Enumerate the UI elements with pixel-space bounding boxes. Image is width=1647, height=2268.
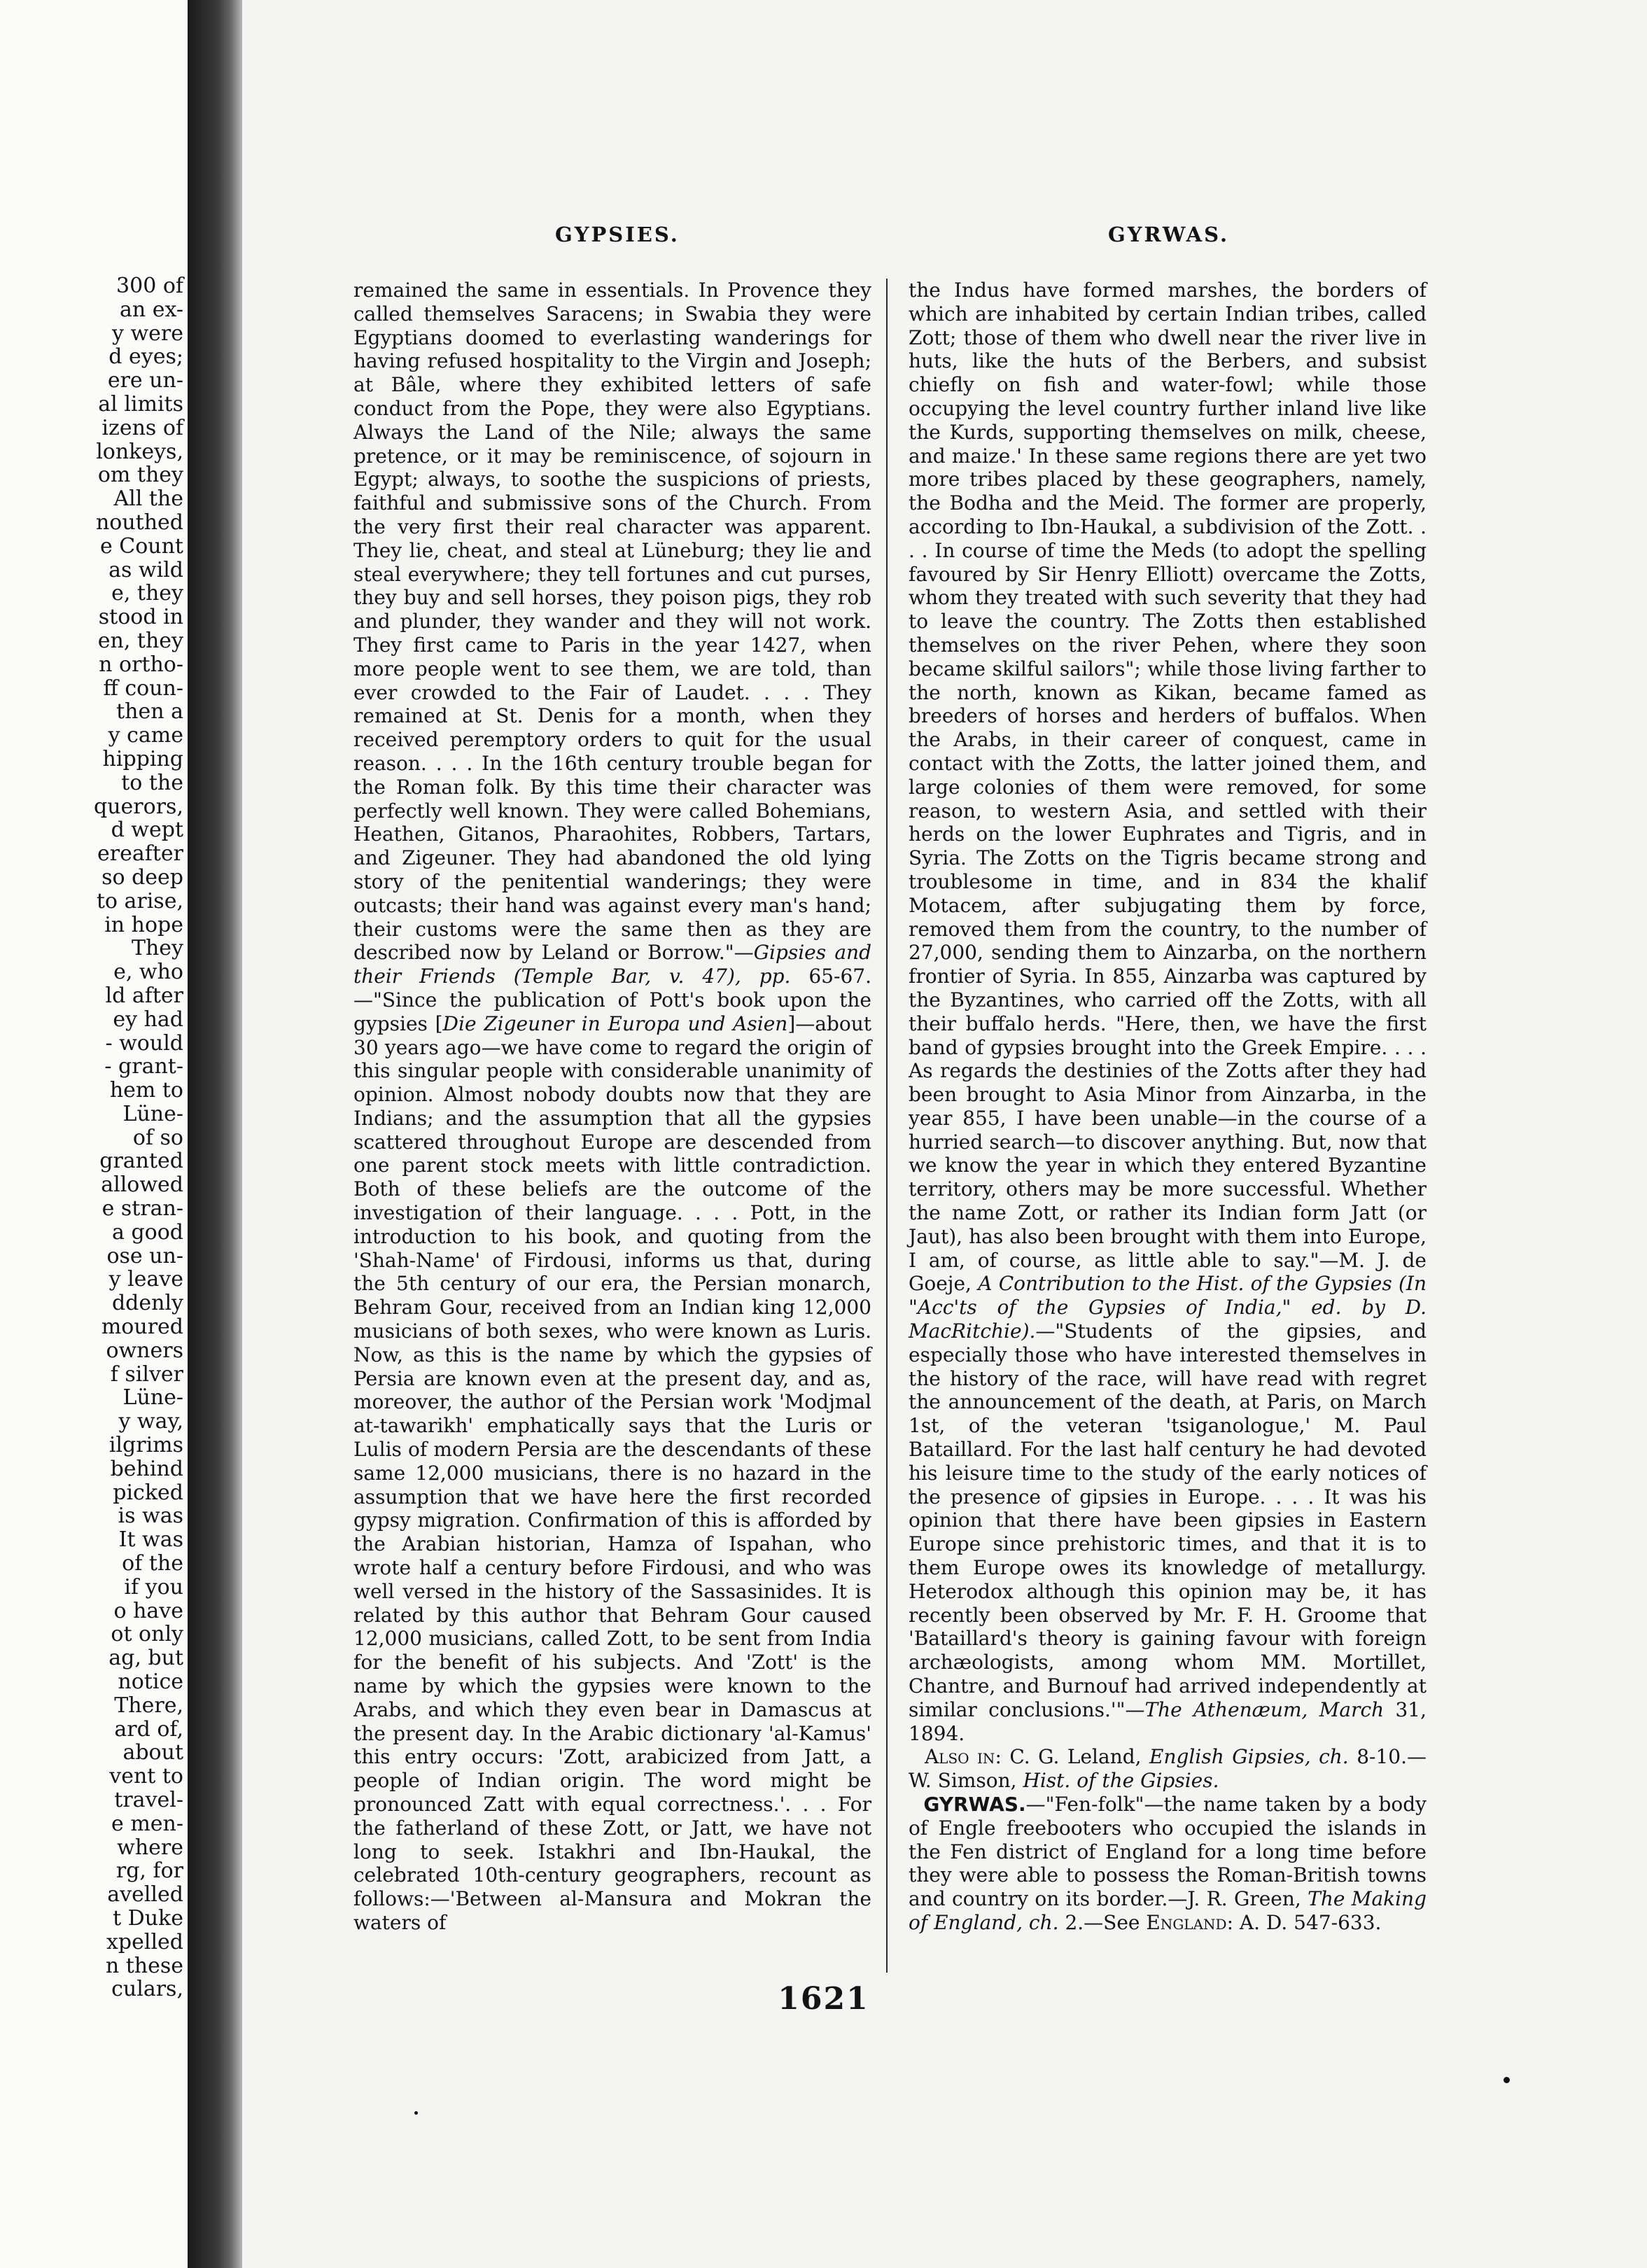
previous-page-line: e Count [99, 533, 183, 559]
previous-page-line: y were [111, 321, 183, 346]
previous-page-line: - grant- [104, 1054, 183, 1079]
previous-page-line: stood in [98, 605, 183, 630]
previous-page-line: hem to [109, 1078, 183, 1103]
previous-page-line: n these [105, 1953, 183, 1978]
previous-page-line: behind [110, 1456, 183, 1481]
previous-page-line: so deep [101, 864, 183, 890]
previous-page-line: al limits [98, 391, 183, 416]
previous-page-line: ilgrims [108, 1433, 183, 1458]
previous-page-line: to the [121, 770, 183, 795]
entry-headword: GYRWAS. [923, 1793, 1026, 1816]
previous-page-line: izens of [101, 415, 183, 440]
previous-page-line: if you [124, 1574, 183, 1600]
previous-page-line: ard of, [114, 1716, 183, 1742]
previous-page-line: ere un- [107, 368, 183, 393]
previous-page-line: travel- [114, 1788, 183, 1812]
column-divider [886, 279, 888, 1973]
previous-page-line: culars, [111, 1977, 183, 2002]
previous-page-line: vent to [109, 1764, 183, 1789]
right-column-paragraph: the Indus have formed marshes, the borders of which are inhabited by certain Indian tribes, called Zott; those of them who dwell near the river live in huts, like the huts of the Berbers, and subsist chiefly on fish and water-fowl; while those occupying the level country further inland live like the Kurds, supporting themselves on milk, cheese, and maize.' In these same regions there are yet two more tribes placed by these geographers, namely, the Bodha and the Meid. The former are properly, according to Ibn-Haukal, a subdivision of the Zott. . . . In course of time the Meds (to adopt the spelling favoured by Sir Henry Elliott) overcame the Zotts, whom they treated with such severity that they had to leave the country. The Zotts then established themselves on the river Pehen, where they soon became skilful sailors"; while those living farther to the north, known as Kikan, became famed as breeders of horses and herders of buffalos. When the Arabs, in their career of conquest, came in contact with the Zotts, the latter joined them, and large colonies of them were removed, for some reason, to western Asia, and settled with their herds on the lower Euphrates and Tigris, and in Syria. The Zotts on the Tigris became strong and troublesome in time, and in 834 the khalif Motacem, after subjugating them by force, removed them from the country, to the number of 27,000, sending them to Ainzarba, on the northern frontier of Syria. In 855, Ainzarba was captured by the Byzantines, who carried off the Zotts, with all their buffalo herds. "Here, then, we have the first band of gypsies brought into the Greek Empire. . . . As regards the destinies of the Zotts after they had been brought to Asia Minor from Ainzarba, in the year 855, I have been unable—in the course of a hurried search—to discover anything. But, now that we know the year in which they entered Byzantine territory, others may be more successful. Whether the name Zott, or rather its Indian form Jatt (or Jaut), has also been brought with them into Europe, I am, of course, as little able to say."—M. J. de Goeje, A Contribution to the Hist. of the Gypsies (In "Acc'ts of the Gypsies of India," ed. by D. MacRitchie).—"Students of the gipsies, and especially those who have interested themselves in the history of the race, will have read with regret the announcement of the death, at Paris, on March 1st, of the veteran 'tsiganologue,' M. Paul Bataillard. For the last half century he had devoted his leisure time to the study of the early notices of the presence of gipsies in Europe. . . . It was his opinion that there have been gipsies in Eastern Europe since prehistoric times, and that it is to them Europe owes its knowledge of metallurgy. Heterodox although this opinion may be, it has recently been observed by Mr. F. H. Groome that 'Bataillard's theory is gaining favour with foreign archæologists, among whom MM. Mortillet, Chantre, and Burnouf had arrived independently at similar conclusions.'"—The Athenæum, March 31, 1894. [909, 279, 1427, 1745]
previous-page-line: e stran- [101, 1196, 183, 1222]
previous-page-line: 300 of [116, 274, 183, 298]
citation: The Athenæum, March [1144, 1698, 1385, 1721]
previous-page-line: then a [116, 699, 183, 724]
left-text-column [353, 279, 871, 1935]
previous-page-line: in hope [104, 912, 183, 937]
previous-page-line: d eyes; [108, 344, 183, 370]
previous-page-line: owners [106, 1338, 183, 1363]
previous-page-line: en, they [97, 628, 183, 653]
citation: A Contribution to the Hist. of the Gypsies (In "Acc'ts of the Gypsies of India," ed. by D. MacRitchie). [909, 1272, 1427, 1343]
previous-page-line: hipping [102, 746, 183, 771]
previous-page-line: where [117, 1835, 183, 1860]
page-number: 1621 [778, 1981, 869, 2017]
previous-page-line: querors, [94, 794, 183, 819]
previous-page-line: as wild [108, 557, 183, 582]
previous-page-line: - would [105, 1030, 183, 1056]
previous-page-line: There, [114, 1693, 183, 1718]
citation: Die Zigeuner in Europa und Asien [442, 1011, 788, 1035]
previous-page-line: y way, [118, 1409, 183, 1434]
previous-page-line: Lüne- [122, 1385, 183, 1410]
previous-page-line: avelled [107, 1882, 183, 1907]
previous-page-line: xpelled [106, 1929, 183, 1954]
previous-page-edge [0, 0, 189, 2268]
previous-page-line: rg, for [115, 1858, 183, 1884]
book-gutter-shadow [188, 0, 242, 2268]
previous-page-line: ag, but [108, 1646, 183, 1671]
previous-page-line: notice [118, 1670, 183, 1695]
previous-page-line: f silver [110, 1362, 183, 1387]
previous-page-line: t Duke [113, 1905, 183, 1931]
running-head-left: GYPSIES. [555, 223, 680, 246]
previous-page-line: a good [112, 1219, 183, 1245]
previous-page-line: granted [99, 1149, 183, 1174]
previous-page-line: ereafter [97, 841, 183, 867]
previous-page-line: om they [97, 463, 183, 488]
previous-page-line: They [131, 936, 183, 961]
previous-page-line: lonkeys, [96, 439, 183, 464]
previous-page-line: an ex- [119, 297, 183, 322]
previous-page-line: nouthed [95, 510, 183, 535]
previous-page-line: All the [113, 486, 183, 512]
previous-page-line: picked [113, 1480, 183, 1505]
previous-page-line: e, who [113, 960, 183, 985]
previous-page-line: Lüne- [122, 1101, 183, 1126]
previous-page-line: ff coun- [103, 676, 183, 701]
left-column-paragraph: remained the same in essentials. In Provence they called themselves Saracens; in Swabia they were Egyptians doomed to everlasting wanderings for having refused hospitality to the Virgin and Joseph; at Bâle, where they exhibited letters of safe conduct from the Pope, they were also Egyptians. Always the Land of the Nile; always the same pretence, or it may be reminiscence, of sojourn in Egypt; always, to soothe the suspicions of priests, faithful and submissive sons of the Church. From the very first their real character was apparent. They lie, cheat, and steal at Lüneburg; they lie and steal everywhere; they tell fortunes and cut purses, they buy and sell horses, they poison pigs, they rob and plunder, they wander and they will not work. They first came to Paris in the year 1427, when more people went to see them, we are told, than ever crowded to the Fair of Laudet. . . . They remained at St. Denis for a month, when they received peremptory orders to quit for the usual reason. . . . In the 16th century trouble began for the Roman folk. By this time their character was perfectly well known. They were called Bohemians, Heathen, Gitanos, Pharaohites, Robbers, Tartars, and Zigeuner. They had abandoned the old lying story of the penitential wanderings; they were outcasts; their hand was against every man's hand; their customs were the same then as they are described now by Leland or Borrow."—Gipsies and their Friends (Temple Bar, v. 47), pp. 65-67.—"Since the publication of Pott's book upon the gypsies [Die Zigeuner in Europa und Asien]—about 30 years ago—we have come to regard the origin of this singular people with considerable unanimity of opinion. Almost nobody doubts now that they are Indians; and the assumption that all the gypsies scattered throughout Europe are descended from one parent stock meets with little contradiction. Both of these beliefs are the outcome of the investigation of their language. . . . Pott, in the introduction to his book, and quoting from the 'Shah-Name' of Firdousi, informs us that, during the 5th century of our era, the Persian monarch, Behram Gour, received from an Indian king 12,000 musicians of both sexes, who were known as Luris. Now, as this is the name by which the gypsies of Persia are known even at the present day, and as, moreover, the author of the Persian work 'Modjmal at-tawarikh' emphatically says that the Luris or Lulis of modern Persia are the descendants of these same 12,000 musicians, there is no hazard in the assumption that we have here the first recorded gypsy migration. Confirmation of this is afforded by the Arabian historian, Hamza of Ispahan, who wrote half a century before Firdousi, and who was well versed in the history of the Sassasinides. It is related by this author that Behram Gour caused 12,000 musicians, called Zott, to be sent from India for the benefit of his subjects. And 'Zott' is the name by which the gypsies were known to the Arabs, and which they even bear in Damascus at the present day. In the Arabic dictionary 'al-Kamus' this entry occurs: 'Zott, arabicized from Jatt, a people of Indian origin. The word might be pronounced Zatt with equal correctness.'. . . For the fatherland of these Zott, or Jatt, we have not long to seek. Istakhri and Ibn-Haukal, the celebrated 10th-century geographers, recount as follows:—'Between al-Mansura and Mokran the waters of [353, 279, 871, 1934]
previous-page-line: of the [122, 1551, 183, 1576]
previous-page-line: ot only [111, 1622, 183, 1647]
citation: Gipsies and their Friends (Temple Bar, v. 47), pp. [353, 941, 871, 988]
previous-page-line: ey had [113, 1007, 183, 1032]
previous-page-line: e, they [111, 581, 183, 606]
previous-page-line: e men- [111, 1811, 183, 1836]
previous-page-line: ddenly [111, 1291, 183, 1316]
previous-page-line: y came [108, 723, 183, 748]
running-head-right: GYRWAS. [1108, 223, 1230, 246]
previous-page-text-fragments [0, 274, 183, 2001]
previous-page-line: ld after [105, 983, 183, 1008]
previous-page-line: to arise, [96, 888, 183, 913]
scan-dust-mark [1504, 2077, 1510, 2083]
right-text-column [909, 279, 1427, 1935]
previous-page-line: allowed [101, 1172, 183, 1198]
previous-page-line: ose un- [106, 1243, 183, 1268]
previous-page-line: y leave [108, 1267, 183, 1292]
previous-page-line: o have [113, 1598, 183, 1623]
gyrwas-entry: GYRWAS.—"Fen-folk"—the name taken by a body of Engle freebooters who occupied the islands in the Fen district of England for a long time before they were able to possess the Roman-British towns and country on its border.—J. R. Green, The Making of England, ch. 2.—See England: A. D. 547-633. [909, 1793, 1427, 1934]
previous-page-line: of so [132, 1125, 183, 1150]
previous-page-line: moured [101, 1315, 183, 1340]
also-in-reference: Also in: C. G. Leland, English Gipsies, ch. 8-10.—W. Simson, Hist. of the Gipsies. [909, 1745, 1427, 1793]
previous-page-line: It was [118, 1527, 183, 1553]
previous-page-line: d wept [111, 818, 183, 843]
scan-dust-mark [414, 2111, 418, 2115]
previous-page-line: about [122, 1740, 183, 1765]
previous-page-line: is was [118, 1504, 183, 1529]
previous-page-line: n ortho- [99, 652, 183, 677]
